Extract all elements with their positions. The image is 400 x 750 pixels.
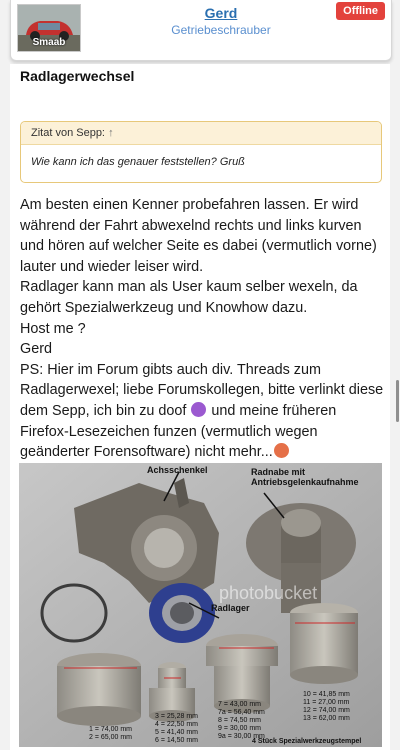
label-radnabe: Radnabe mit Antriebsgelenkaufnahme: [251, 467, 359, 487]
measurements-stamp-2: 3 = 25,28 mm 4 = 22,50 mm 5 = 41,40 mm 6 = 14,50 mm: [155, 713, 198, 744]
quote-author: Zitat von Sepp:: [31, 127, 105, 139]
message-paragraph: Am besten einen Kenner probefahren lassen. Er wird während der Fahrt abwexelnd rechts und links kurven und hören auf welcher Seite es dabei (vermutlich vorne) lauter und wieder leiser wird.: [20, 197, 377, 275]
measurements-stamp-1: 1 = 74,00 mm 2 = 65,00 mm: [89, 726, 132, 741]
post-title: Radlagerwechsel: [20, 68, 135, 84]
quote-header: [21, 122, 381, 145]
post-message: [20, 195, 385, 463]
avatar[interactable]: [17, 4, 81, 52]
measurements-stamp-3: 7 = 43,00 mm 7a = 56,40 mm 8 = 74,50 mm 9 = 30,00 mm 9a = 30,00 mm: [218, 701, 265, 740]
angry-emoji-icon: [274, 443, 289, 458]
quote-text: Wie kann ich das genauer feststellen? Gruß: [31, 156, 245, 168]
user-title: Getriebeschrauber: [171, 23, 271, 37]
ps-text-b: und meine früheren Firefox-Lesezeichen funzen (vermutlich wegen geänderter Forensoftware) nicht mehr...: [20, 402, 337, 461]
photobucket-watermark: photobucket: [219, 583, 318, 603]
message-ps: [20, 360, 385, 463]
quote-block: [20, 121, 382, 183]
username-link[interactable]: Gerd: [204, 5, 238, 21]
post-content: [10, 64, 390, 750]
devil-emoji-icon: [191, 402, 206, 417]
attached-photo[interactable]: [19, 463, 382, 747]
status-badge: Offline: [336, 2, 385, 20]
label-radlager: Radlager: [211, 603, 250, 613]
avatar-label: Smaab: [32, 37, 66, 48]
quote-jump-arrow-icon[interactable]: ↑: [108, 127, 114, 139]
user-header: [10, 0, 392, 61]
page-scrollbar[interactable]: [396, 380, 399, 422]
ps-text-a: PS: Hier im Forum gibts auch div. Threads zum Radlagerwexel; liebe Forumskollegen, bitte verlinkt diese dem Sepp, ich bin zu doof: [20, 361, 384, 419]
label-footer: 4 Stück Spezialwerkzeugstempel: [252, 738, 362, 745]
label-achsschenkel: Achsschenkel: [147, 465, 208, 475]
message-signature: Gerd: [20, 341, 52, 358]
measurements-stamp-4: 10 = 41,85 mm 11 = 27,00 mm 12 = 74,00 mm 13 = 62,00 mm: [303, 691, 350, 722]
message-paragraph: Radlager kann man als User kaum selber wexeln, da gehört Spezialwerkzeug und Knowhow dazu.: [20, 279, 358, 316]
message-paragraph: Host me ?: [20, 320, 86, 337]
